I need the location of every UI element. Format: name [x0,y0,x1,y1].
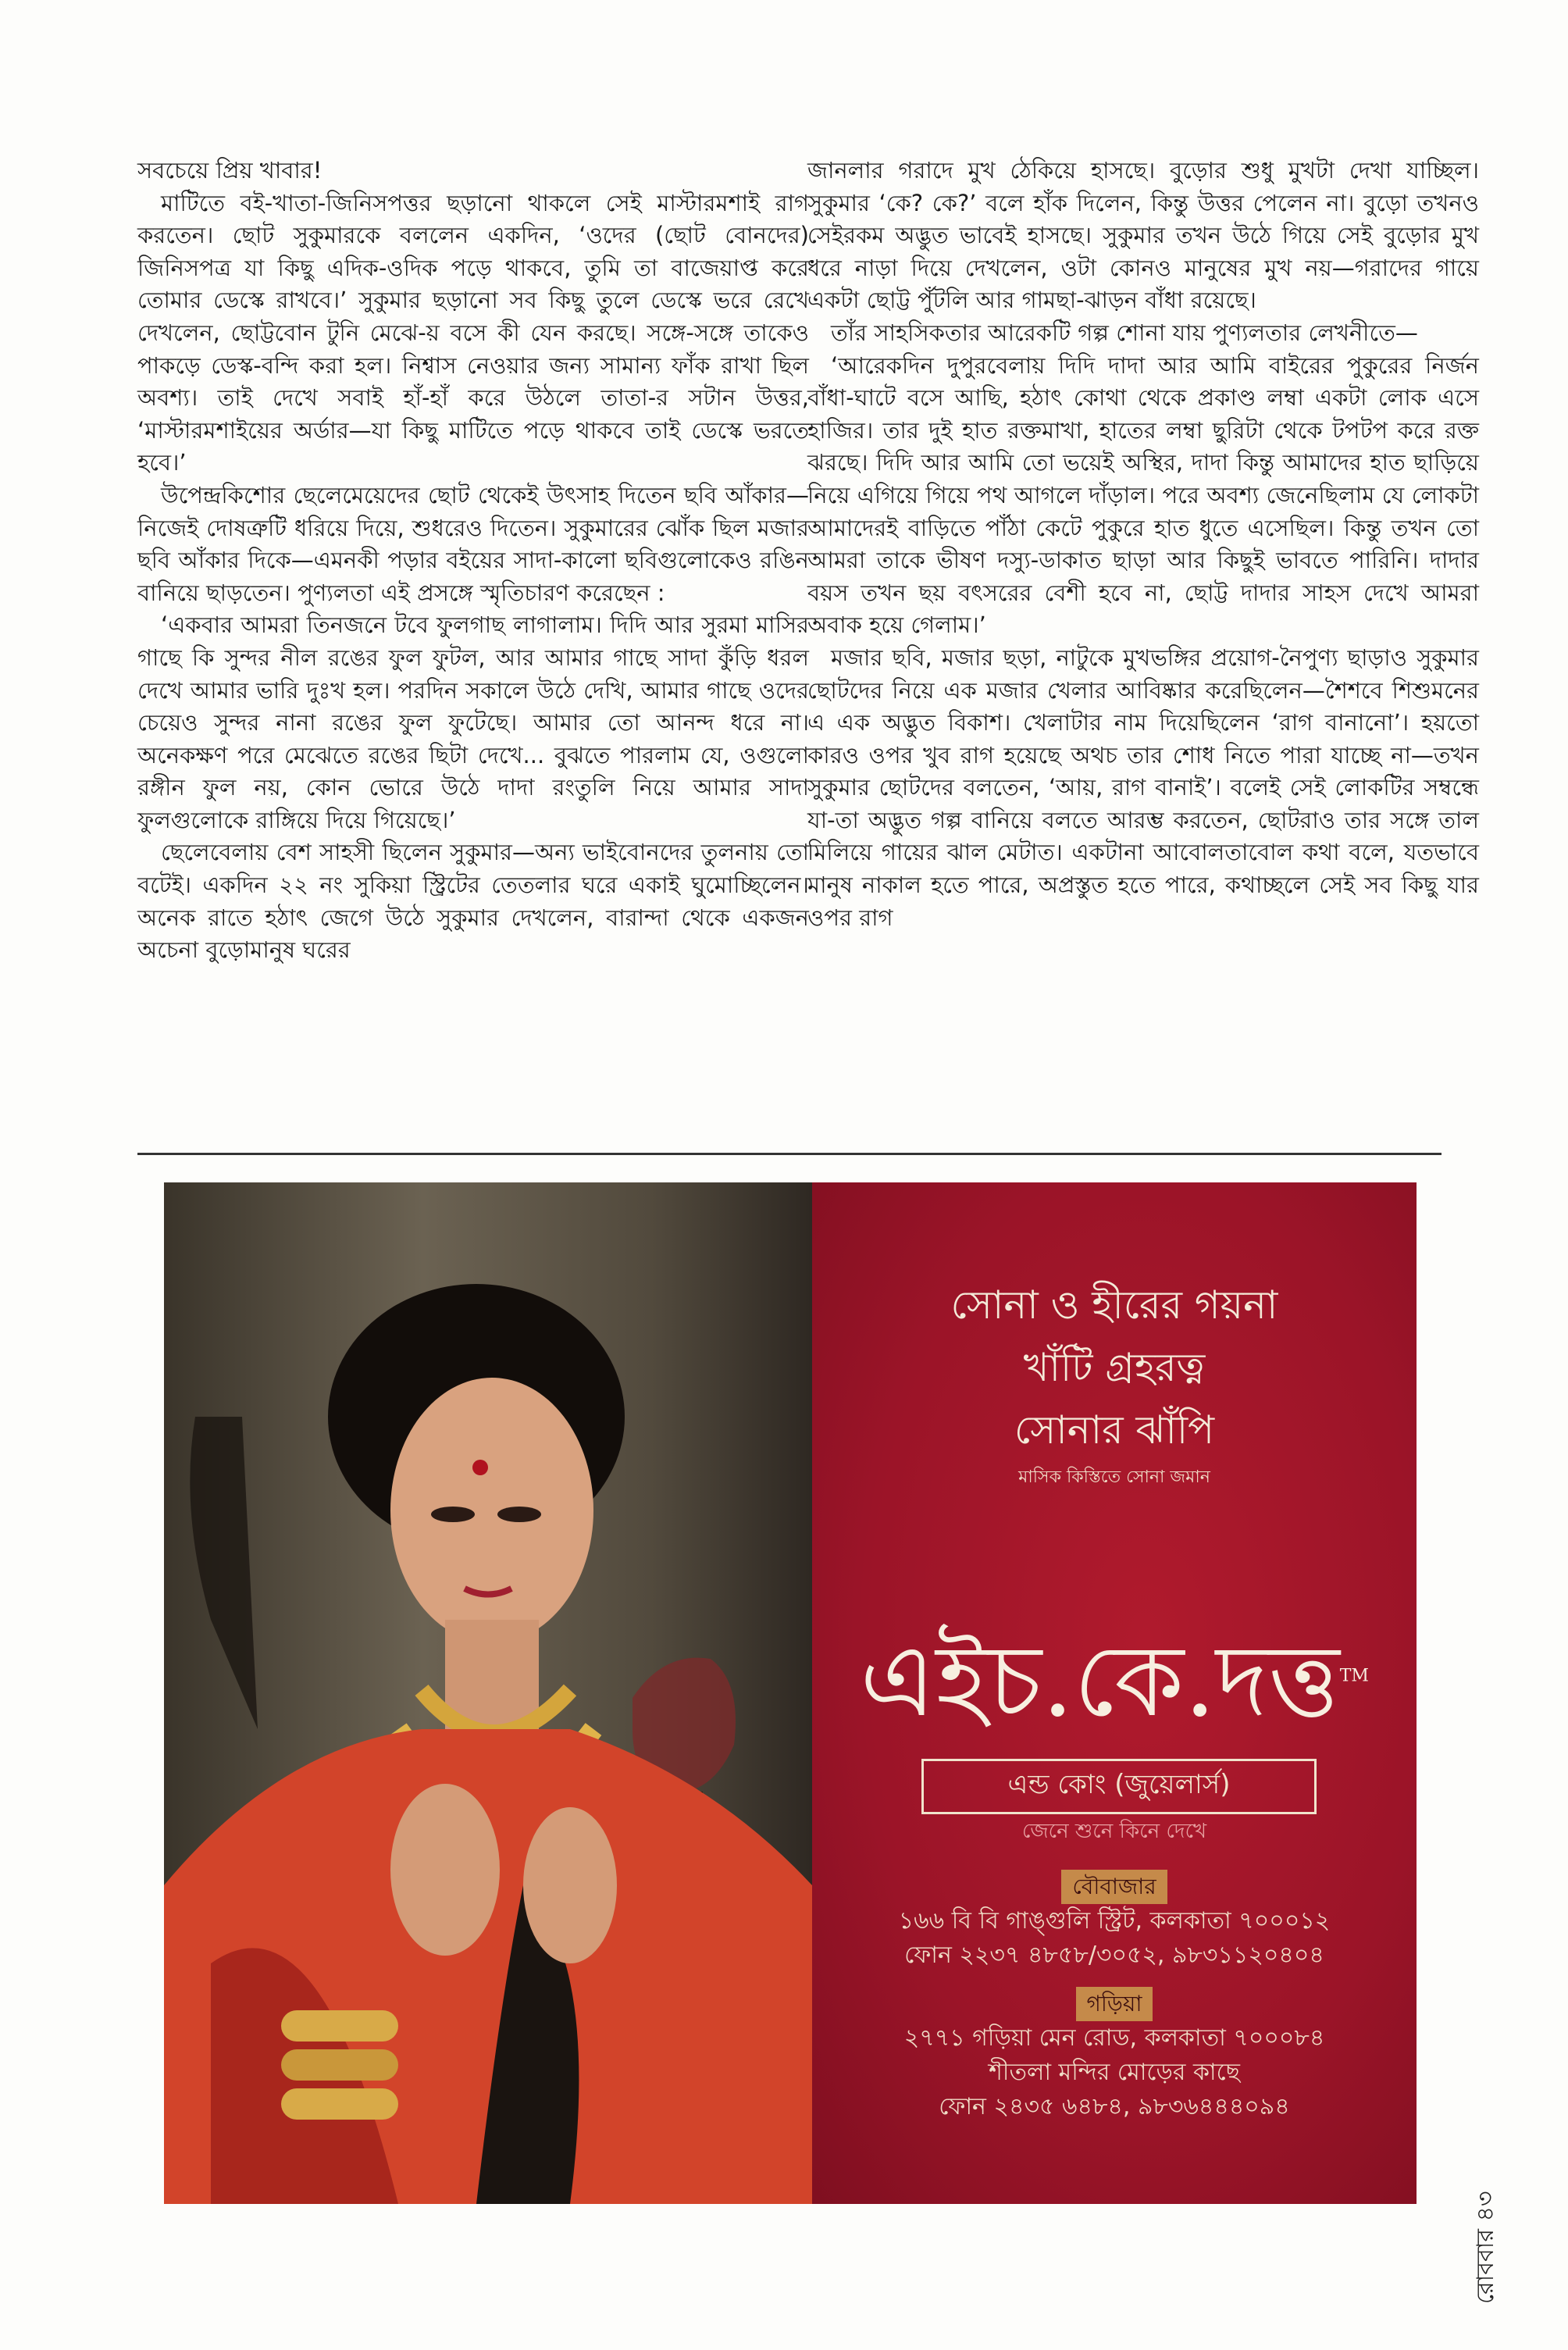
paragraph: জানলার গরাদে মুখ ঠেকিয়ে হাসছে। বুড়োর শুধু মুখটা দেখা যাচ্ছিল। সুকুমার ‘কে? কে?’ বলে হাঁক দিলেন, কিন্তু উত্তর পেলেন না। বুড়ো তখনও সেইরকম অদ্ভুত ভাবেই হাসছে। সুকুমার তখন উঠে গিয়ে সেই বুড়োর মুখ ধরে নাড়া দিয়ে দেখলেন, ওটা কোনও মানুষের মুখ নয়—গরাদের গায়ে একটা ছোট্ট পুঁটলি আর গামছা-ঝাড়ন বাঁধা রয়েছে। [807,157,1479,314]
paragraph: তাঁর সাহসিকতার আরেকটি গল্প শোনা যায় পুণ্যলতার লেখনীতে— [831,319,1418,346]
paragraph: মজার ছবি, মজার ছড়া, নাটুকে মুখভঙ্গির প্রয়োগ-নৈপুণ্য ছাড়াও সুকুমার ছোটদের নিয়ে এক মজার খেলার আবিষ্কার করেছিলেন—শৈশবে শিশুমনের এ এক অদ্ভুত বিকাশ। খেলাটার নাম দিয়েছিলেন ‘রাগ বানানো’। হয়তো কারও ওপর খুব রাগ হয়েছে অথচ তার শোধ নিতে পারা যাচ্ছে না—তখন সুকুমার ছোটদের বলতেন, ‘আয়, রাগ বানাই’। বলেই সেই লোকটির সম্বন্ধে যা-তা অদ্ভুত গল্প বানিয়ে বলতে আরম্ভ করতেন, ছোটরাও তার সঙ্গে তাল মিলিয়ে গায়ের ঝাল মেটাত। একটানা আবোলতাবোল কথা বলে, যতভাবে মানুষ নাকাল হতে পারে, অপ্রস্তুত হতে পারে, কথাচ্ছলে সেই সব কিছু যার ওপর রাগ [807,644,1479,931]
brand-subtitle: এন্ড কোং (জুয়েলার্স) [921,1759,1317,1814]
ad-line-instalment: মাসিক কিস্তিতে সোনা জমান [1018,1467,1210,1487]
paragraph: সবচেয়ে প্রিয় খাবার! [137,157,323,184]
quote-paragraph: ‘আরেকদিন দুপুরবেলায় দিদি দাদা আর আমি বাইরের পুকুরের নির্জন বাঁধা-ঘাটে বসে আছি, হঠাৎ কোথা থেকে প্রকাণ্ড লম্বা একটা লোক এসে হাজির। তার দুই হাত রক্তমাখা, হাতের লম্বা ছুরিটা থেকে টপটপ করে রক্ত ঝরছে। দিদি আর আমি তো ভয়েই অস্থির, দাদা কিন্তু আমাদের হাত ছাড়িয়ে নিয়ে এগিয়ে গিয়ে পথ আগলে দাঁড়াল। পরে অবশ্য জেনেছিলাম যে লোকটা আমাদেরই বাড়িতে পাঁঠা কেটে পুকুরে হাত ধুতে এসেছিল। কিন্তু তখন তো আমরা তাকে ভীষণ দস্যু-ডাকাত ছাড়া আর কিছুই ভাবতে পারিনি। দাদার বয়স তখন ছয় বৎসরের বেশী হবে না, ছোট্ট দাদার সাহস দেখে আমরা অবাক হয়ে গেলাম।’ [807,351,1479,639]
branch-name: গড়িয়া [1076,1987,1153,2021]
brand-tagline: জেনে শুনে কিনে দেখে [1021,1820,1207,1843]
ad-model-photo [164,1182,812,2204]
trademark: TM [1339,1666,1369,1686]
branch-address: ২৭৭১ গড়িয়া মেন রোড, কলকাতা ৭০০০৮৪ [903,2024,1325,2052]
branch-note: শীতলা মন্দির মোড়ের কাছে [989,2059,1240,2086]
branch-bowbazar [812,1870,1417,1973]
model-illustration [164,1182,812,2204]
paragraph: মাটিতে বই-খাতা-জিনিসপত্তর ছড়ানো থাকলে সেই মাস্টারমশাই রাগ করতেন। ছোট সুকুমারকে বললেন একদিন, ‘ওদের (ছোট বোনদের) জিনিসপত্র যা কিছু এদিক-ওদিক পড়ে থাকবে, তুমি তা বাজেয়াপ্ত করে তোমার ডেস্কে রাখবে।’ সুকুমার ছড়ানো সব কিছু তুলে ডেস্কে ভরে রেখে দেখলেন, ছোট্টবোন টুনি মেঝে-য় বসে কী যেন করছে। সঙ্গে-সঙ্গে তাকেও পাকড়ে ডেস্ক-বন্দি করা হল। নিশ্বাস নেওয়ার জন্য সামান্য ফাঁক রাখা ছিল অবশ্য। তাই দেখে সবাই হাঁ-হাঁ করে উঠলে তাতা-র সটান উত্তর, ‘মাস্টারমশাইয়ের অর্ডার—যা কিছু মাটিতে পড়ে থাকবে তাই ডেস্কে ভরতে হবে।’ [137,189,809,476]
branch-name: বৌবাজার [1061,1870,1167,1904]
ad-line-scheme: সোনার ঝাঁপি [1014,1407,1215,1453]
jewellery-advertisement [164,1182,1417,2204]
section-divider [137,1153,1441,1155]
branch-phone: ফোন ২২৩৭ ৪৮৫৮/৩০৫২, ৯৮৩১১২০৪০৪ [904,1942,1324,1969]
branch-garia [812,1987,1417,2124]
page-footer [1459,2077,1506,2312]
paragraph: ছেলেবেলায় বেশ সাহসী ছিলেন সুকুমার—অন্য ভাইবোনদের তুলনায় তো বটেই। একদিন ২২ নং সুকিয়া স্ট্রিটের তেতলার ঘরে একাই ঘুমোচ্ছিলেন। অনেক রাতে হঠাৎ জেগে উঠে সুকুমার দেখলেন, বারান্দা থেকে একজন অচেনা বুড়োমানুষ ঘরের [137,839,809,964]
ad-line-gemstones: খাঁটি গ্রহরত্ন [1023,1345,1206,1390]
branch-phone: ফোন ২৪৩৫ ৬৪৮৪, ৯৮৩৬৪৪৪০৯৪ [939,2093,1290,2120]
ad-text-panel [812,1182,1417,2204]
article-column-right [807,155,1479,934]
ad-line-gold-diamond: সোনা ও হীরের গয়না [950,1282,1278,1328]
brand-name: এইচ.কে.দত্ত [860,1623,1340,1739]
magazine-name-page-number: রোববার ৪৩ [1472,2191,1499,2304]
branch-address: ১৬৬ বি বি গাঙ্গুলি স্ট্রিট, কলকাতা ৭০০০১২ [898,1907,1331,1935]
article-column-left [137,155,809,967]
paragraph: উপেন্দ্রকিশোর ছেলেমেয়েদের ছোট থেকেই উৎসাহ দিতেন ছবি আঁকার—নিজেই দোষত্রুটি ধরিয়ে দিয়ে, শুধরেও দিতেন। সুকুমারের ঝোঁক ছিল মজার ছবি আঁকার দিকে—এমনকী পড়ার বইয়ের সাদা-কালো ছবিগুলোকেও রঙিন বানিয়ে ছাড়তেন। পুণ্যলতা এই প্রসঙ্গে স্মৃতিচারণ করেছেন : [137,481,809,606]
quote-paragraph: ‘একবার আমরা তিনজনে টবে ফুলগাছ লাগালাম। দিদি আর সুরমা মাসির গাছে কি সুন্দর নীল রঙের ফুল ফুটল, আর আমার গাছে সাদা কুঁড়ি ধরল দেখে আমার ভারি দুঃখ হল। পরদিন সকালে উঠে দেখি, আমার গাছে ওদের চেয়েও সুন্দর নানা রঙের ফুল ফুটেছে। আমার তো আনন্দ ধরে না। অনেকক্ষণ পরে মেঝেতে রঙের ছিটা দেখে... বুঝতে পারলাম যে, ওগুলো রঙ্গীন ফুল নয়, কোন ভোরে উঠে দাদা রংতুলি নিয়ে আমার সাদা ফুলগুলোকে রাঙ্গিয়ে দিয়ে গিয়েছে।’ [137,612,809,833]
brand-logo [812,1604,1417,1771]
